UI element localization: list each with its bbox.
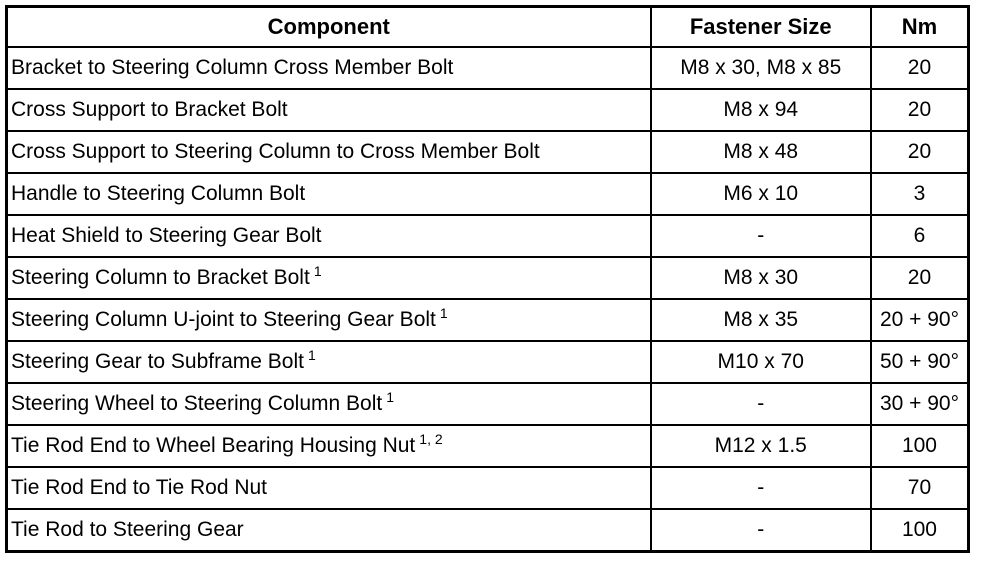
table-row bbox=[7, 425, 969, 467]
component-cell bbox=[7, 131, 651, 173]
component-text: Cross Support to Steering Column to Cross Member Bolt bbox=[11, 140, 540, 163]
fastener-size-cell: M12 x 1.5 bbox=[651, 425, 871, 467]
table-row bbox=[7, 47, 969, 89]
fastener-size-cell: M10 x 70 bbox=[651, 341, 871, 383]
fastener-size-cell: - bbox=[651, 215, 871, 257]
component-cell bbox=[7, 341, 651, 383]
component-cell bbox=[7, 509, 651, 552]
component-cell bbox=[7, 173, 651, 215]
torque-nm-cell: 50 + 90° bbox=[871, 341, 969, 383]
component-cell bbox=[7, 383, 651, 425]
component-cell bbox=[7, 425, 651, 467]
header-fastener-size: Fastener Size bbox=[651, 7, 871, 48]
footnote-marker: 1 bbox=[308, 347, 316, 363]
component-text: Bracket to Steering Column Cross Member Bolt bbox=[11, 56, 454, 79]
component-text: Steering Column U-joint to Steering Gear Bolt bbox=[11, 308, 436, 331]
torque-nm-cell: 20 bbox=[871, 89, 969, 131]
fastener-size-cell: - bbox=[651, 509, 871, 552]
fastener-size-cell: M8 x 94 bbox=[651, 89, 871, 131]
fastener-size-cell: M8 x 30 bbox=[651, 257, 871, 299]
component-cell bbox=[7, 257, 651, 299]
table-body bbox=[7, 47, 969, 552]
component-cell bbox=[7, 299, 651, 341]
table-row bbox=[7, 131, 969, 173]
fastener-size-cell: - bbox=[651, 467, 871, 509]
table-header-row bbox=[7, 7, 969, 48]
footnote-marker: 1 bbox=[439, 305, 448, 321]
component-text: Steering Gear to Subframe Bolt bbox=[11, 350, 304, 373]
component-text: Cross Support to Bracket Bolt bbox=[11, 98, 288, 121]
table-row bbox=[7, 257, 969, 299]
footnote-marker: 1, 2 bbox=[419, 431, 443, 447]
table-row bbox=[7, 467, 969, 509]
component-text: Handle to Steering Column Bolt bbox=[11, 182, 306, 205]
component-cell bbox=[7, 89, 651, 131]
torque-nm-cell: 6 bbox=[871, 215, 969, 257]
torque-nm-cell: 30 + 90° bbox=[871, 383, 969, 425]
torque-nm-cell: 100 bbox=[871, 425, 969, 467]
table-row bbox=[7, 173, 969, 215]
component-text: Tie Rod End to Wheel Bearing Housing Nut bbox=[11, 434, 416, 457]
component-cell bbox=[7, 215, 651, 257]
torque-nm-cell: 20 bbox=[871, 47, 969, 89]
component-text: Heat Shield to Steering Gear Bolt bbox=[11, 224, 322, 247]
component-text: Steering Wheel to Steering Column Bolt bbox=[11, 392, 383, 415]
torque-spec-table bbox=[5, 5, 970, 553]
table-row bbox=[7, 299, 969, 341]
torque-nm-cell: 20 bbox=[871, 257, 969, 299]
torque-nm-cell: 70 bbox=[871, 467, 969, 509]
torque-nm-cell: 3 bbox=[871, 173, 969, 215]
component-cell bbox=[7, 47, 651, 89]
torque-nm-cell: 100 bbox=[871, 509, 969, 552]
fastener-size-cell: M8 x 35 bbox=[651, 299, 871, 341]
table-row bbox=[7, 383, 969, 425]
torque-nm-cell: 20 bbox=[871, 131, 969, 173]
table-row bbox=[7, 215, 969, 257]
table-row bbox=[7, 89, 969, 131]
component-text: Tie Rod End to Tie Rod Nut bbox=[11, 476, 268, 499]
component-text: Tie Rod to Steering Gear bbox=[11, 518, 244, 541]
table-row bbox=[7, 341, 969, 383]
fastener-size-cell: M6 x 10 bbox=[651, 173, 871, 215]
table-row bbox=[7, 509, 969, 552]
fastener-size-cell: M8 x 48 bbox=[651, 131, 871, 173]
header-nm: Nm bbox=[871, 7, 969, 48]
torque-nm-cell: 20 + 90° bbox=[871, 299, 969, 341]
fastener-size-cell: - bbox=[651, 383, 871, 425]
fastener-size-cell: M8 x 30, M8 x 85 bbox=[651, 47, 871, 89]
header-component: Component bbox=[7, 7, 651, 48]
component-cell bbox=[7, 467, 651, 509]
footnote-marker: 1 bbox=[386, 389, 394, 405]
component-text: Steering Column to Bracket Bolt bbox=[11, 266, 310, 289]
footnote-marker: 1 bbox=[313, 263, 322, 279]
